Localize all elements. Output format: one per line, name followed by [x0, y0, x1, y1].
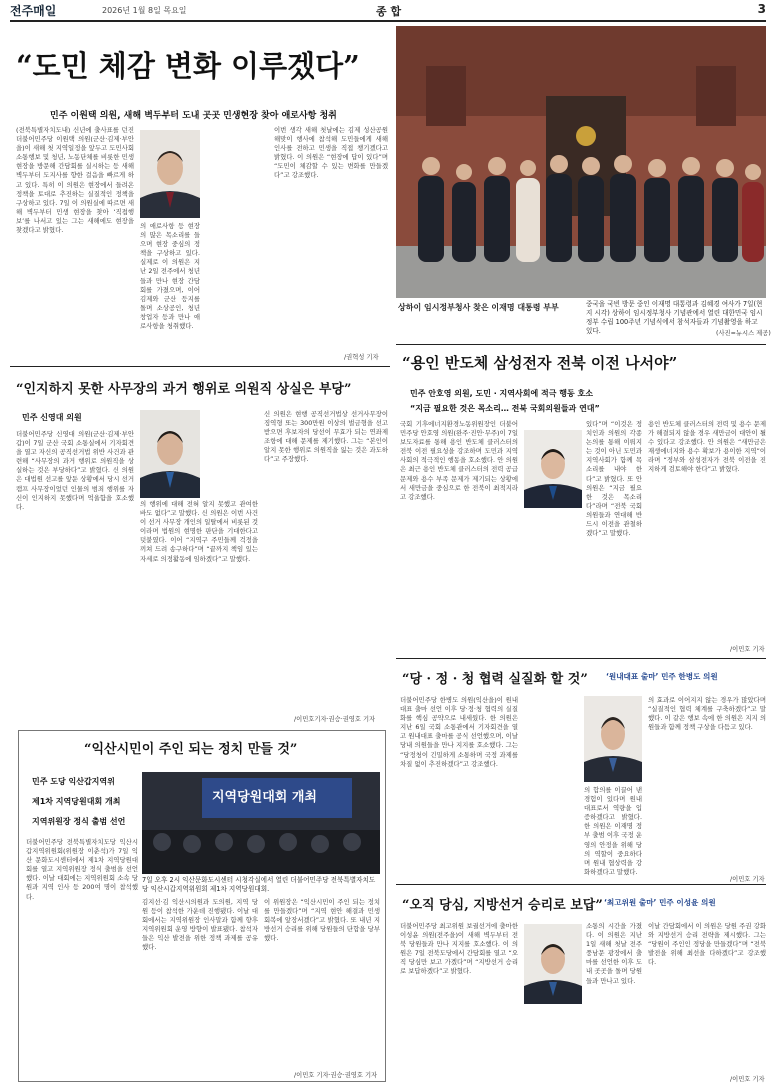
article3-headline: “용인 반도체 삼성전자 전북 이전 나서야”: [402, 354, 678, 372]
article3-body-col1: 국회 기후에너지환경노동위원장인 더불어민주당 안호영 의원(완주·진안·무주)이 7일 보도자료를 통해 용인 반도체 클러스터의 전북 이전 필요성을 강조하며 도민과 지역사회의 적극적인 행동을 호소했다. 안 의원은 최근 용인 반도체 클러스터의 전력 공급 문제와 용수 부족 문제가 제기되는 상황에서 새만금을 중심으로 한 전북이 최적지라고 강조했다.: [400, 420, 518, 501]
article2-body-col1: 더불어민주당 신영대 의원(군산·김제·부안갑)이 7일 군산 국회 소통실에서 기자회견을 열고 자신의 공직선거법 위반 사건과 관련해 “사무장의 과거 행위로 의원직을 상실하는 것은 부당하다”고 밝혔다. 신 의원은 대법원 선고를 앞둔 상황에서 당시 선거캠프 사무장이었던 인물의 범죄 행위를 자신이 인지하지 못했다며 억울함을 호소했다.: [16, 430, 134, 511]
group-photo-icon: [396, 26, 766, 298]
article5-body-col3: 이 위원장은 “익산시민이 주인 되는 정치를 만들겠다”며 “지역 현안 해결과 민생 회복에 앞장서겠다”고 밝혔다. 또 내년 지방선거 승리를 위해 당원들의 단합을 당부했다.: [264, 898, 380, 943]
photo1-credit: (사진=뉴시스 제공): [716, 330, 771, 337]
article1-byline: /권혁성 기자: [344, 354, 379, 361]
article3-portrait: [524, 430, 582, 508]
article1-body-col2-lower: 의 애로사항 등 현장의 많은 목소리를 들으며 현장 중심의 정책을 구상하고 있다. 실제로 이 의원은 지난 2일 전주에서 청년들과 만나 현장 간담회를 가졌으며, 이어 김제와 군산 등지를 돌며 소상공인, 청년 창업자 등과 만나 애로사항을 청취했다.: [140, 222, 200, 331]
article6-body-col2: 소통의 시간을 가졌다. 이 의원은 지난 1일 새해 첫날 전주 풍남문 광장에서 출마를 선언한 이후 도내 곳곳을 돌며 당원들과 만나고 있다.: [586, 922, 642, 985]
article3-body-col2-lower: [524, 512, 642, 642]
portrait-icon: [140, 130, 200, 218]
article3-subhead: “지금 필요한 것은 목소리… 전북 국회의원들과 연대”: [410, 404, 600, 413]
article3-body-col2-upper: 있다”며 “이것은 정치인과 의원의 각종 논의를 통해 이뤄지는 것이 아닌 도민과 지역사회가 함께 목소리를 내야 한다”고 밝혔다. 또 안 의원은 “지금 필요한 것은 목소리다”라며 “전북 국회의원들과 연대해 반드시 이전을 관철하겠다”고 말했다.: [586, 420, 642, 538]
article4-headline: “당 · 정 · 청 협력 실질화 할 것”: [402, 672, 588, 687]
portrait-icon: [524, 430, 582, 508]
article3-body-col3: 용인 반도체 클러스터의 전력 및 용수 문제가 해결되지 않을 경우 새만금이 대안이 될 수 있다고 강조했다. 안 의원은 “새만금은 재생에너지와 용수 확보가 용이한 지역”이라며 “정부와 삼성전자가 전북 이전을 진지하게 검토해야 한다”고 밝혔다.: [648, 420, 766, 474]
article5-author-line1: 민주 도당 익산갑지역위: [32, 777, 115, 786]
article6-byline: /이민호 기자: [730, 1076, 765, 1083]
article5-headline: “익산시민이 주인 되는 정치 만들 것”: [84, 742, 298, 757]
masthead-rule: [10, 20, 766, 22]
masthead: [10, 2, 766, 20]
event-banner-text: 지역당원대회 개최: [212, 790, 317, 805]
article1-portrait: [140, 130, 200, 218]
article1-subhead: 민주 이원택 의원, 새해 벽두부터 도내 곳곳 민생현장 찾아 애로사항 청취: [50, 111, 337, 121]
article5-byline: /이민호 기자·권승·권영호 기자: [294, 1072, 378, 1079]
article6-body-col1: 더불어민주당 최고위원 보궐선거에 출마한 이성윤 의원(전주을)이 새해 벽두부터 전북 당원들과 만나 지지를 호소했다. 이 의원은 7일 전북도당에서 간담회를 열고 “오직 당심만 보고 가겠다”며 “지방선거 승리로 보답하겠다”고 밝혔다.: [400, 922, 518, 976]
article4-byline: /이민호 기자: [730, 876, 765, 883]
article5-body-col2: 김지선·김 익산시의원과 도의원, 지역 당원 등이 참석한 가운데 진행됐다. 이날 대회에서는 지역위원장 인사말과 함께 향후 지역위원회 운영 방향이 발표됐다. 참석자들은 익산 발전을 위한 정책 과제를 공유했다.: [142, 898, 258, 952]
article2-top-rule: [10, 366, 390, 367]
portrait-icon: [584, 696, 642, 782]
newspaper-logo: 전주매일: [10, 4, 57, 18]
article2-author: 민주 신영대 의원: [22, 413, 82, 422]
article3-author: 민주 안호영 의원, 도민 · 지역사회에 적극 행동 호소: [410, 389, 593, 398]
article2-body-col2: 의 행위에 대해 전혀 알지 못했고 관여한 바도 없다”고 말했다. 신 의원은 이번 사건이 선거 사무장 개인의 일탈에서 비롯된 것이라며 법원의 현명한 판단을 기대한다고 덧붙였다. 이어 “지역구 주민들께 걱정을 끼쳐 드려 송구하다”며 “끝까지 책임 있는 자세로 의정활동에 임하겠다”고 말했다.: [140, 500, 258, 563]
portrait-icon: [524, 924, 582, 1004]
article6-body-col2-lower: [524, 1008, 642, 1072]
article4-top-rule: [396, 658, 766, 659]
article6-top-rule: [396, 884, 766, 885]
photo1-caption-title: 상하이 임시정부청사 찾은 이재명 대통령 부부: [398, 303, 559, 312]
article1-body-col1: (전북특별자치도내) 신년에 출사표를 던진 더불어민주당 이원택 의원(군산·김제·부안을)이 새해 첫 지역일정을 앞두고 도민사회 소통행보 및 청년, 노동단체를 비롯한 민생현장을 방문해 간담회를 실시하는 등 새해벽두부터 도지사를 향한 걸음을 빠르게 하고 있다. 특히 이 의원은 현장에서 들려온 정책을 토대로 추진하는 실질적인 정책을 구상하고 있다. 7일 이 의원실에 따르면 새해 벽두부터 민생 현장을 찾아 ‘직접행보’를 나서고 있는 그는 새해에도 현장을 찾겠다고 밝혔다.: [16, 126, 134, 235]
section-name: 종 합: [376, 5, 402, 18]
article4-body-col1: 더불어민주당 한병도 의원(익산을)이 원내대표 출마 선언 이후 당·정·청 협력의 실질화를 핵심 공약으로 내세웠다. 한 의원은 지난 6일 국회 소통관에서 기자회견을 열고 원내대표 출마를 공식 선언했으며, 이날 당내 의원들을 만나 지지를 호소했다. 그는 “당정청이 긴밀하게 소통하며 국정 과제를 차질 없이 추진하겠다”고 강조했다.: [400, 696, 518, 768]
portrait-icon: [140, 410, 200, 498]
article4-tag: ‘원내대표 출마’ 민주 한병도 의원: [606, 672, 718, 681]
article6-tag: ‘최고위원 출마’ 민주 이성윤 의원: [604, 898, 716, 907]
article1-headline: “도민 체감 변화 이루겠다”: [16, 49, 360, 83]
article6-portrait: [524, 924, 582, 1004]
article1-body-col3: 이번 생각 새해 첫날에는 김제 성산공원 해맞이 행사에 참석해 도민들에게 새해 인사를 전하고 민생을 직접 챙기겠다고 밝혔다. 이 의원은 “현장에 답이 있다”며 “도민이 체감할 수 있는 변화를 만들겠다”고 강조했다.: [274, 126, 388, 180]
page-number: 3: [757, 2, 766, 16]
article4-portrait: [584, 696, 642, 782]
article4-body-col2-left: [524, 696, 580, 872]
article5-caption: 7일 오후 2시 익산문화도시센터 시청각실에서 열린 더불어민주당 전북특별자치도당 익산시갑지역위원회 제1차 지역당원대회.: [142, 876, 376, 893]
article4-body-col2: 의 합의를 이끌어 낸 경험이 있다며 원내대표로서 역량을 입증하겠다고 밝혔다. 한 의원은 이재명 정부 출범 이후 국정 운영의 안정을 위해 당의 역할이 중요하다며 원내 협상력을 강화하겠다고 말했다.: [584, 786, 642, 876]
main-photo: [396, 26, 766, 298]
article6-headline: “오직 당심, 지방선거 승리로 보답”: [402, 898, 603, 913]
article2-portrait: [140, 410, 200, 498]
article5-body-col1: 더불어민주당 전북특별자치도당 익산시갑지역위원회(위원장 이춘석)가 7일 익산 문화도시센터에서 제1차 지역당원대회를 열고 지역위원장 정식 출범을 선언했다. 이날 대회에는 지역위원회 소속 당원과 지역 인사 등 200여 명이 참석했다.: [26, 838, 138, 901]
article6-body-col3: 이날 간담회에서 이 의원은 당원 주권 강화와 지방선거 승리 전략을 제시했다. 그는 “당원이 주인인 정당을 만들겠다”며 “전북 발전을 위해 최선을 다하겠다”고 강조했다.: [648, 922, 766, 967]
issue-date: 2026년 1월 8일 목요일: [102, 6, 187, 15]
photo1-caption: 중국을 국빈 방문 중인 이재명 대통령과 김혜경 여사가 7일(현지 시각) 상하이 임시정부청사 기념관에서 열린 대한민국 임시정부 수립 100주년 기념식에서 참석자들과 기념촬영을 하고 있다.: [586, 300, 763, 335]
article2-body-col3: 신 의원은 현행 공직선거법상 선거사무장이 징역형 또는 300만원 이상의 벌금형을 선고받으면 후보자의 당선이 무효가 되는 연좌제 조항에 대해 문제를 제기했다. 그는 “본인이 알지 못한 행위로 의원직을 잃는 것은 과도하다”고 주장했다.: [264, 410, 388, 464]
article4-body-col3: 의 효과로 이어지지 않는 경우가 많았다며 “실질적인 협력 체계를 구축하겠다”고 말했다. 이 같은 행보 속에 한 의원은 지지 의원들과 함께 정책 구상을 다듬고 있다.: [648, 696, 766, 732]
article2-byline: /이민호기자·권승·권영호 기자: [294, 716, 376, 723]
article5-author-line3: 지역위원장 정식 출범 선언: [32, 817, 126, 826]
article1-body-col2-upper: [204, 126, 270, 218]
article3-byline: /이민호 기자: [730, 646, 765, 653]
article3-top-rule: [396, 344, 766, 345]
article5-author-line2: 제1차 지역당원대회 개최: [32, 797, 121, 806]
article2-body-col2-side: [204, 410, 258, 498]
article5-photo: [142, 772, 380, 874]
article2-headline: “인지하지 못한 사무장의 과거 행위로 의원직 상실은 부당”: [16, 382, 352, 397]
